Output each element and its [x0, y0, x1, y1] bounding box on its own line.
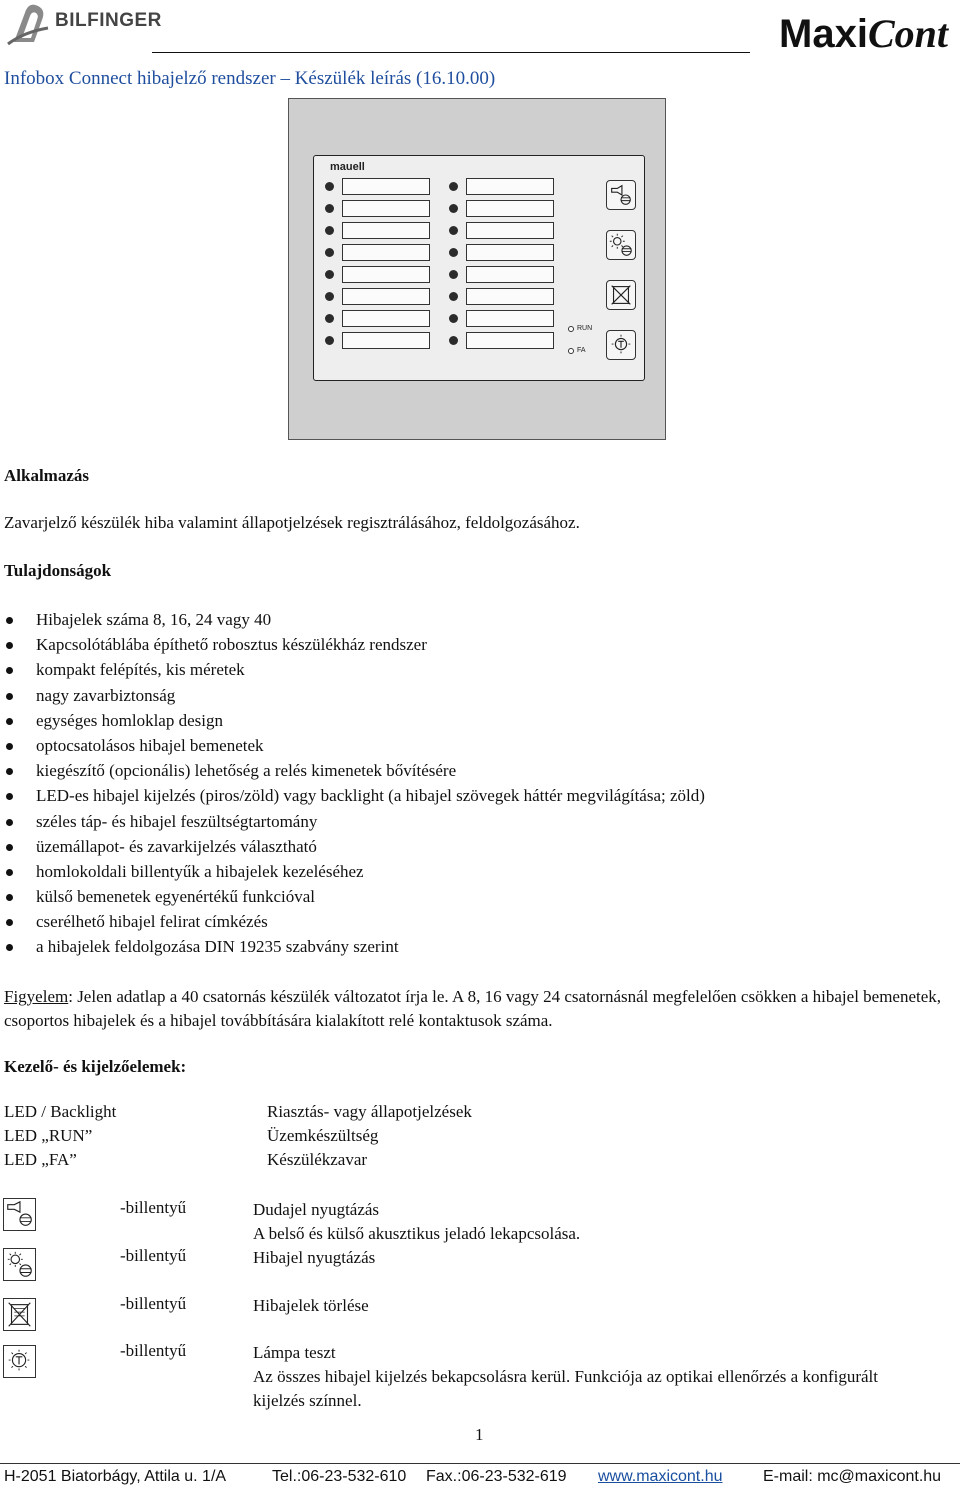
- property-item: egységes homloklap design: [6, 710, 705, 735]
- signal-led: [325, 336, 334, 345]
- key-title: Hibajel nyugtázás: [253, 1248, 376, 1267]
- led-desc: Üzemkészültség: [267, 1126, 379, 1145]
- property-item: homlokoldali billentyűk a hibajelek kezeléséhez: [6, 861, 705, 886]
- application-text: Zavarjelző készülék hiba valamint állapotjelzések regisztrálásához, feldolgozásához.: [4, 513, 580, 532]
- fault-ack-key-icon: [606, 230, 636, 260]
- lamp-test-icon: [3, 1345, 36, 1378]
- signal-led: [449, 270, 458, 279]
- key-suffix: -billentyű: [120, 1294, 187, 1313]
- note-text: : Jelen adatlap a 40 csatornás készülék változatot írja le. A 8, 16 vagy 24 csatornásnál megfelelően csökken a hibajel bemenetek, csoportos hibajelek és a hibajel továbbítására kialakított relé kontaktusok száma.: [4, 987, 942, 1030]
- key-description: [253, 1198, 580, 1246]
- footer-phone: Tel.:06-23-532-610: [272, 1468, 407, 1485]
- signal-label-window: [342, 266, 430, 283]
- controls-heading: Kezelő- és kijelzőelemek:: [4, 1057, 187, 1076]
- key-detail: A belső és külső akusztikus jeladó lekapcsolása.: [253, 1224, 581, 1243]
- run-status-led: [568, 326, 574, 332]
- property-item: kompakt felépítés, kis méretek: [6, 659, 705, 684]
- signal-led: [449, 204, 458, 213]
- clear-key-icon: [606, 280, 636, 310]
- footer-web-link[interactable]: www.maxicont.hu: [598, 1468, 723, 1485]
- signal-label-window: [466, 310, 554, 327]
- footer-address: H-2051 Biatorbágy, Attila u. 1/A: [4, 1468, 227, 1485]
- property-item: a hibajelek feldolgozása DIN 19235 szabvány szerint: [6, 936, 705, 961]
- horn-ack-key-icon: [606, 180, 636, 210]
- led-desc: Készülékzavar: [267, 1150, 368, 1169]
- key-detail: Az összes hibajel kijelzés bekapcsolásra kerül. Funkciója az optikai ellenőrzés a konfigurált kijelzés színnel.: [253, 1367, 878, 1410]
- page-number: 1: [475, 1425, 484, 1444]
- signal-label-window: [342, 178, 430, 195]
- property-item: kiegészítő (opcionális) lehetőség a relés kimenetek bővítésére: [6, 760, 705, 785]
- signal-label-window: [466, 200, 554, 217]
- note-paragraph: [4, 985, 959, 1033]
- key-title: Dudajel nyugtázás: [253, 1200, 380, 1219]
- footer-email[interactable]: E-mail: mc@maxicont.hu: [763, 1468, 942, 1485]
- document-title: Infobox Connect hibajelző rendszer – Készülék leírás (16.10.00): [4, 68, 496, 89]
- signal-led: [449, 248, 458, 257]
- footer-rule: [0, 1463, 960, 1464]
- fa-status-label: FA: [577, 347, 586, 354]
- footer-fax: Fax.:06-23-532-619: [426, 1468, 567, 1485]
- note-label: Figyelem: [4, 987, 69, 1006]
- led-row: [4, 1150, 368, 1174]
- property-item: cserélhető hibajel felirat címkézés: [6, 911, 705, 936]
- property-item: külső bemenetek egyenértékű funkcióval: [6, 886, 705, 911]
- signal-label-window: [342, 310, 430, 327]
- property-item: optocsatolásos hibajel bemenetek: [6, 735, 705, 760]
- signal-led: [325, 248, 334, 257]
- application-heading: Alkalmazás: [4, 466, 89, 485]
- signal-led: [449, 314, 458, 323]
- led-name: LED / Backlight: [4, 1102, 117, 1121]
- property-item: LED-es hibajel kijelzés (piros/zöld) vagy backlight (a hibajel szövegek háttér megvilágítása; zöld): [6, 785, 705, 810]
- clear-icon: [3, 1298, 36, 1331]
- led-row: [4, 1126, 379, 1150]
- key-title: Hibajelek törlése: [253, 1296, 369, 1315]
- key-row-clear: [0, 1294, 960, 1334]
- properties-heading: Tulajdonságok: [4, 561, 112, 580]
- key-description: [253, 1294, 369, 1318]
- led-row: [4, 1102, 472, 1126]
- signal-label-window: [466, 288, 554, 305]
- device-photo: [288, 98, 666, 440]
- signal-label-window: [342, 222, 430, 239]
- header-rule: [152, 52, 750, 53]
- signal-label-window: [466, 178, 554, 195]
- led-name: LED „FA”: [4, 1150, 77, 1169]
- signal-label-window: [342, 244, 430, 261]
- signal-label-window: [342, 200, 430, 217]
- key-row-horn: [0, 1198, 960, 1246]
- property-item: üzemállapot- és zavarkijelzés választható: [6, 836, 705, 861]
- key-row-fault-ack: [0, 1246, 960, 1286]
- signal-label-window: [466, 222, 554, 239]
- led-descriptions: [4, 1102, 472, 1174]
- signal-label-window: [466, 266, 554, 283]
- device-front-panel: [313, 155, 645, 381]
- signal-led: [449, 292, 458, 301]
- signal-label-window: [466, 244, 554, 261]
- key-suffix: -billentyű: [120, 1198, 187, 1217]
- run-status-label: RUN: [577, 325, 593, 332]
- key-description: [253, 1341, 933, 1413]
- property-item: széles táp- és hibajel feszültségtartomány: [6, 811, 705, 836]
- property-item: Hibajelek száma 8, 16, 24 vagy 40: [6, 609, 705, 634]
- horn-ack-icon: [3, 1198, 36, 1231]
- properties-list: [6, 609, 705, 962]
- signal-led: [325, 204, 334, 213]
- company-name: BILFINGER: [55, 10, 162, 31]
- signal-led: [449, 182, 458, 191]
- signal-led: [325, 292, 334, 301]
- key-row-lamp-test: [0, 1341, 960, 1413]
- lamp-test-key-icon: [606, 330, 636, 360]
- key-suffix: -billentyű: [120, 1246, 187, 1265]
- property-item: Kapcsolótáblába építhető robosztus készülékház rendszer: [6, 634, 705, 659]
- signal-label-window: [342, 288, 430, 305]
- signal-led: [325, 182, 334, 191]
- led-desc: Riasztás- vagy állapotjelzések: [267, 1102, 472, 1121]
- signal-led: [449, 226, 458, 235]
- property-item: nagy zavarbiztonság: [6, 685, 705, 710]
- key-description: [253, 1246, 375, 1270]
- signal-led: [325, 314, 334, 323]
- device-brand: mauell: [330, 161, 365, 173]
- led-name: LED „RUN”: [4, 1126, 93, 1145]
- bilfinger-logo-icon: [4, 2, 56, 48]
- signal-led: [449, 336, 458, 345]
- signal-label-window: [342, 332, 430, 349]
- maxicont-logo: MaxiCont: [779, 11, 948, 56]
- fault-ack-icon: [3, 1248, 36, 1281]
- signal-label-window: [466, 332, 554, 349]
- signal-led: [325, 270, 334, 279]
- key-title: Lámpa teszt: [253, 1343, 336, 1362]
- signal-led: [325, 226, 334, 235]
- key-suffix: -billentyű: [120, 1341, 187, 1360]
- fa-status-led: [568, 348, 574, 354]
